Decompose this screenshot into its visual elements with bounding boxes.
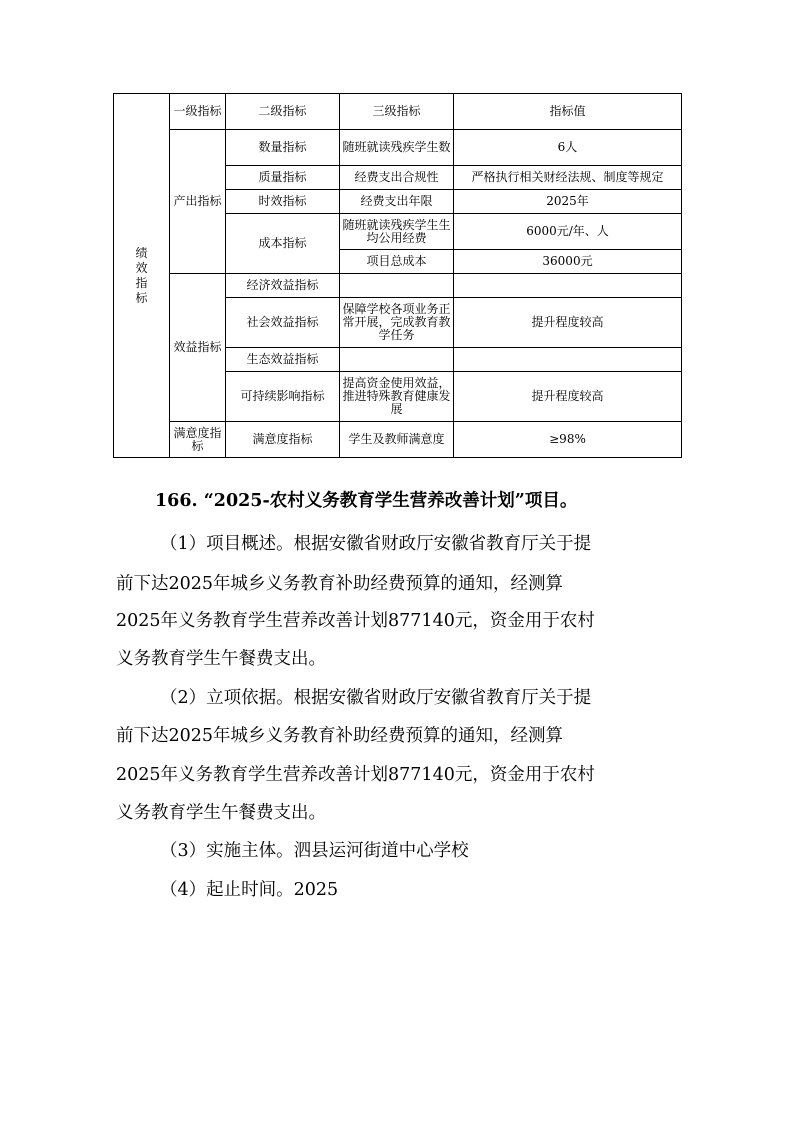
table-cell: 6000元/年、人 — [454, 214, 682, 250]
table-cell — [340, 274, 454, 298]
table-cell: 质量指标 — [226, 166, 340, 190]
section-heading: 166. “2025-农村义务教育学生营养改善计划”项目。 — [155, 491, 578, 511]
table-cell: 经费支出合规性 — [340, 166, 454, 190]
paragraph-line: （1）项目概述。根据安徽省财政厅安徽省教育厅关于提 — [160, 534, 592, 554]
paragraph-line: （4）起止时间。2025 — [160, 880, 339, 900]
table-cell: 随班就读残疾学生数 — [340, 130, 454, 166]
table-cell: 2025年 — [454, 190, 682, 214]
table-cell: 数量指标 — [226, 130, 340, 166]
header-level1: 一级指标 — [170, 94, 226, 130]
header-value: 指标值 — [454, 94, 682, 130]
paragraph-line: 前下达2025年城乡义务教育补助经费预算的通知，经测算 — [116, 726, 564, 746]
paragraph-line: （2）立项依据。根据安徽省财政厅安徽省教育厅关于提 — [160, 688, 592, 708]
paragraph-line: 义务教育学生午餐费支出。 — [116, 649, 326, 669]
table-cell — [454, 274, 682, 298]
performance-indicator-table — [113, 93, 682, 458]
table-cell: 项目总成本 — [340, 250, 454, 274]
paragraph-line: 义务教育学生午餐费支出。 — [116, 803, 326, 823]
table-cell: 36000元 — [454, 250, 682, 274]
table-cell: 提高资金使用效益，推进特殊教育健康发展 — [340, 372, 454, 422]
table-cell: 时效指标 — [226, 190, 340, 214]
table-cell: 经费支出年限 — [340, 190, 454, 214]
table-cell: 学生及教师满意度 — [340, 422, 454, 458]
table-cell — [340, 348, 454, 372]
table-cell: 可持续影响指标 — [226, 372, 340, 422]
paragraph-line: 2025年义务教育学生营养改善计划877140元，资金用于农村 — [116, 765, 595, 785]
table-cell: 成本指标 — [226, 214, 340, 274]
table-cell: ≥98% — [454, 422, 682, 458]
category-label: 绩效指标 — [135, 245, 148, 305]
header-level3: 三级指标 — [340, 94, 454, 130]
group-satisfaction: 满意度指标 — [170, 422, 226, 458]
table-cell: 社会效益指标 — [226, 298, 340, 348]
paragraph-line: （3）实施主体。泗县运河街道中心学校 — [160, 841, 469, 861]
group-output: 产出指标 — [170, 130, 226, 274]
table-cell: 严格执行相关财经法规、制度等规定 — [454, 166, 682, 190]
paragraph-line: 前下达2025年城乡义务教育补助经费预算的通知，经测算 — [116, 574, 564, 594]
table-cell — [454, 348, 682, 372]
table-cell: 生态效益指标 — [226, 348, 340, 372]
paragraph-line: 2025年义务教育学生营养改善计划877140元，资金用于农村 — [116, 611, 595, 631]
category-cell — [114, 94, 170, 458]
table-cell: 6人 — [454, 130, 682, 166]
table-cell: 提升程度较高 — [454, 298, 682, 348]
table-cell: 满意度指标 — [226, 422, 340, 458]
table-cell: 随班就读残疾学生生均公用经费 — [340, 214, 454, 250]
table-cell: 保障学校各项业务正常开展，完成教育教学任务 — [340, 298, 454, 348]
group-benefit: 效益指标 — [170, 274, 226, 422]
header-level2: 二级指标 — [226, 94, 340, 130]
table-cell: 提升程度较高 — [454, 372, 682, 422]
table-cell: 经济效益指标 — [226, 274, 340, 298]
